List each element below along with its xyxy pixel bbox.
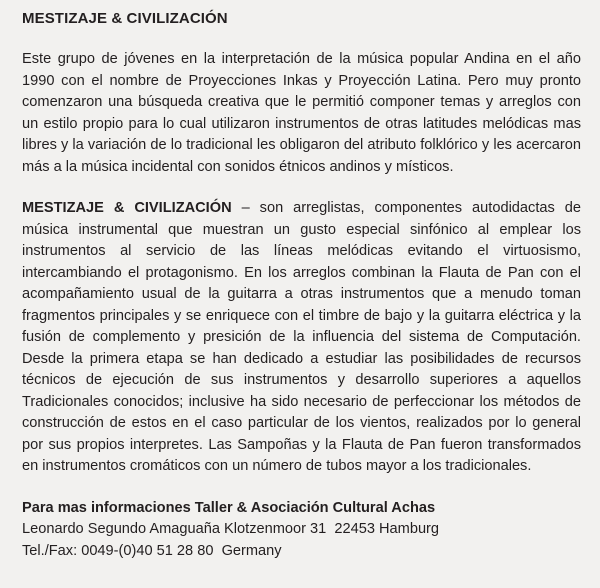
page-title: MESTIZAJE & CIVILIZACIÓN [22, 10, 228, 27]
contact-phone: Tel./Fax: 0049-(0)40 51 28 80 Germany [22, 542, 282, 559]
contact-block [22, 498, 581, 563]
contact-address: Leonardo Segundo Amaguaña Klotzenmoor 31 22453 Hamburg [22, 521, 440, 537]
description-body: – son arreglistas, componentes autodidactas de música instrumental que muestran un gusto especial sinfónico al emplear los instrumentos al servicio de las líneas melódicas evitando el virtuosismo, intercambiando el protagonismo. En los arreglos combinan la Flauta de Pan con el acompañamiento usual de la guitarra a otras instrumentos que a menudo toman fragmentos principales y se enriquece con el timbre de bajo y la guitarra eléctrica y la fusión de complemento y presición de la influencia del sistema de Computación. Desde la primera etapa se han dedicado a estudiar las posibilidades de recursos técnicos de ejecución de sus instrumentos y desarrollo superiores a aquellos Tradicionales conocidos; inclusive ha sido necesario de perfeccionar los métodos de construcción de estos en el caso particular de los vientos, realizados por lo general por sus propios interpretes. Las Sampoñas y la Flauta de Pan fueron transformados en instrumentos cromáticos con un número de tubos mayor a los tradicionales. [22, 200, 581, 474]
intro-paragraph: Este grupo de jóvenes en la interpretación de la música popular Andina en el año 1990 con el nombre de Proyecciones Inkas y Proyección Latina. Pero muy pronto comenzaron una búsqueda creativa que le permitió componer temas y arreglos con un estilo propio para lo cual utilizaron instrumentos de otras latitudes melódicas mas libres y la variación de lo tradicional les obligaron del atributo folklórico y les acercaron más a la música incidental con sonidos étnicos andinos y místicos. [22, 51, 581, 175]
band-name-lead: MESTIZAJE & CIVILIZACIÓN [22, 200, 232, 216]
description-paragraph [22, 198, 581, 478]
contact-heading: Para mas informaciones Taller & Asociación Cultural Achas [22, 499, 436, 516]
